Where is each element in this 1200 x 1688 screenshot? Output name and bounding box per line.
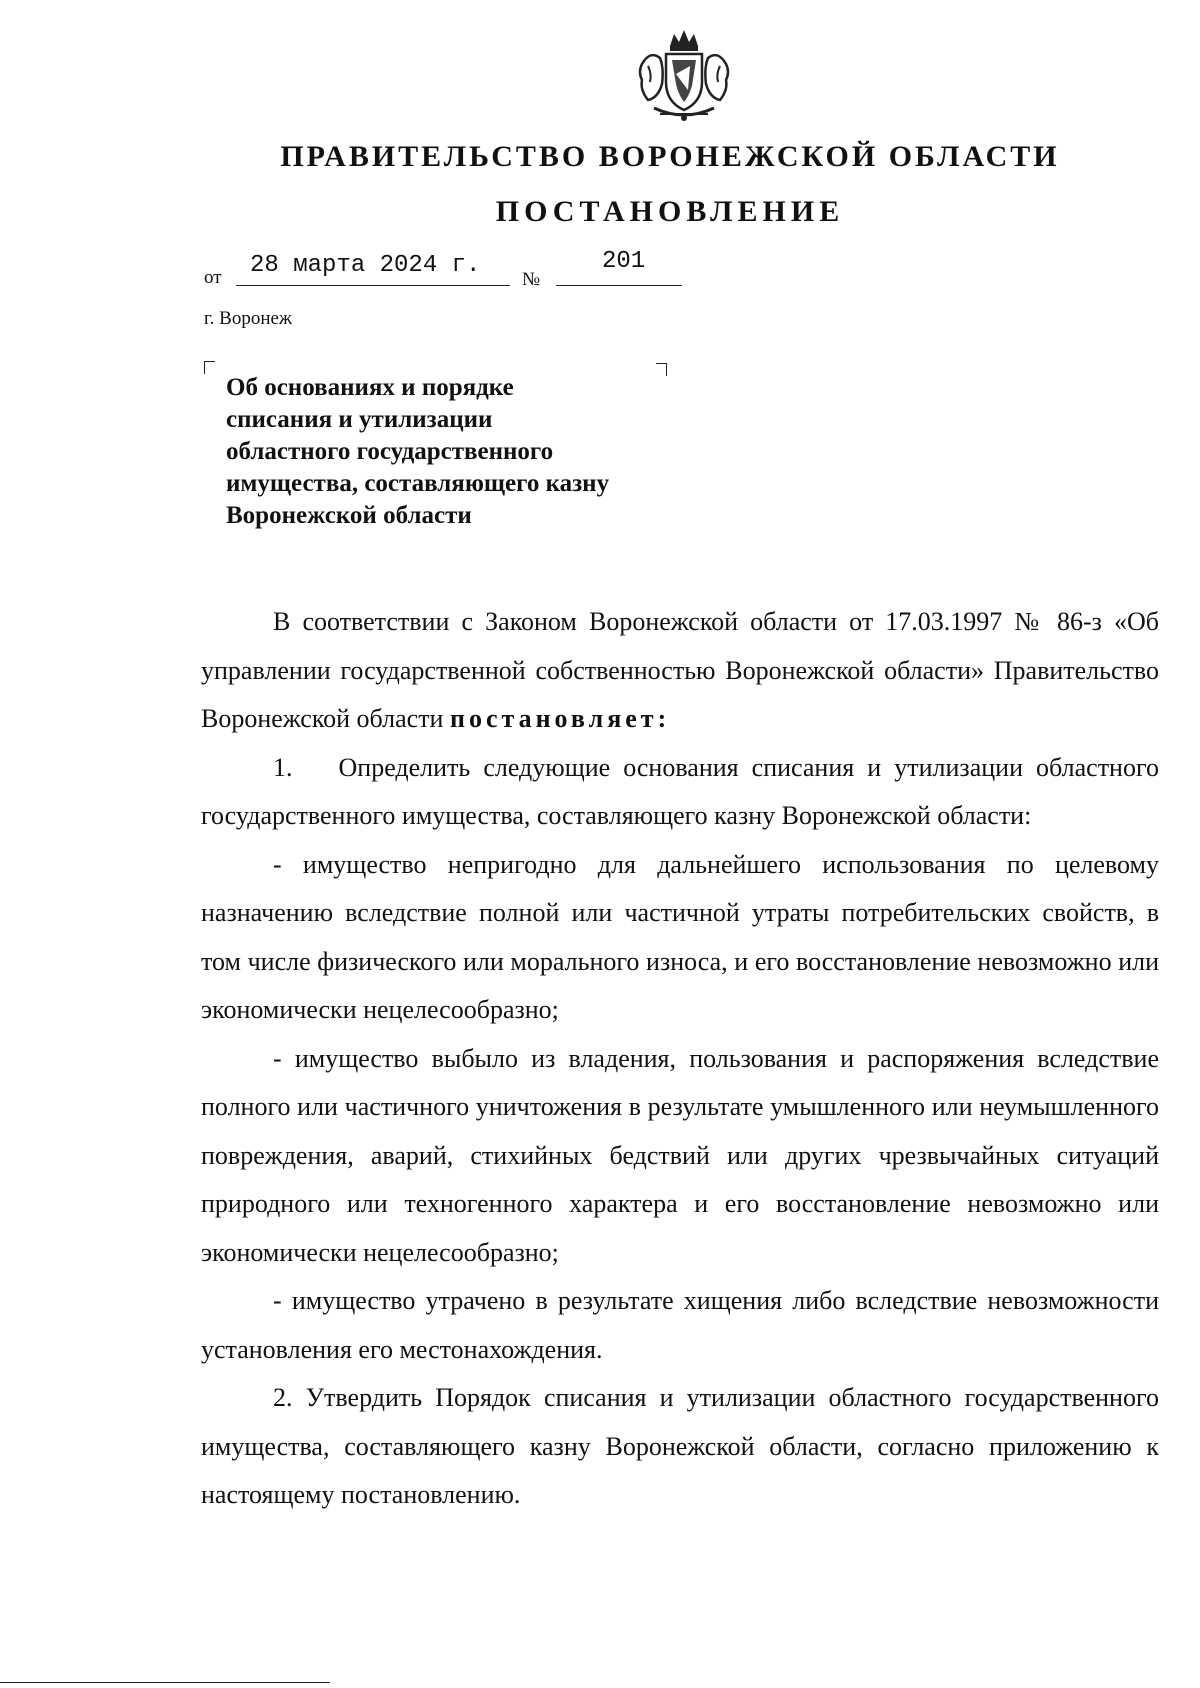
document-type-title: ПОСТАНОВЛЕНИЕ [495,195,845,228]
subject-line: областного государственного [226,438,554,465]
preamble-text: В соответствии с Законом Воронежской области от 17.03.1997 № 86-з «Об управлении государственной собственностью Воронежской области» Правительство Воронежской области [201,607,1159,733]
number-prefix-label: № [522,269,541,290]
bullet-2-paragraph: - имущество выбыло из владения, пользования и распоряжения вследствие полного или частичного уничтожения в результате умышленного или неумышленного повреждения, аварий, стихийных бедствий или других чрезвычайных ситуаций природного или техногенного характера и его восстановление невозможно или экономически нецелесообразно; [201,1043,1159,1267]
item-1-paragraph [201,744,1159,841]
subject-line: списания и утилизации [226,406,493,433]
item-1-number: 1. [273,752,293,782]
item-2-paragraph: 2. Утвердить Порядок списания и утилизации областного государственного имущества, составляющего казну Воронежской области, согласно приложению к настоящему постановлению. [201,1383,1159,1509]
preamble-verb: постановляет: [449,704,671,733]
document-body [201,598,1159,1520]
document-subject [226,372,696,532]
date-field [236,252,510,286]
number-value: 201 [602,248,646,275]
city-label: г. Воронеж [204,308,293,329]
subject-line: Об основаниях и порядке [226,374,514,401]
bullet-1-paragraph: - имущество непригодно для дальнейшего использования по целевому назначению вследствие полной или частичной утраты потребительских свойств, в том числе физического или морального износа, и его восстановление невозможно или экономически нецелесообразно; [201,849,1159,1024]
date-number-line [204,248,684,292]
number-field [556,248,682,286]
coat-of-arms-icon [632,24,736,126]
organization-title: ПРАВИТЕЛЬСТВО ВОРОНЕЖСКОЙ ОБЛАСТИ [280,140,1060,173]
subject-line: имущества, составляющего казну [226,470,610,497]
date-prefix-label: от [204,267,222,288]
preamble-paragraph [201,598,1159,744]
subject-bracket-left [204,361,215,374]
footer-rule [0,1682,330,1683]
item-1-text: Определить следующие основания списания и утилизации областного государственного имущества, составляющего казну Воронежской области: [201,752,1159,830]
subject-line: Воронежской области [226,502,472,529]
bullet-3-paragraph: - имущество утрачено в результате хищения либо вследствие невозможности установления его местонахождения. [201,1286,1159,1364]
date-value: 28 марта 2024 г. [250,252,481,279]
